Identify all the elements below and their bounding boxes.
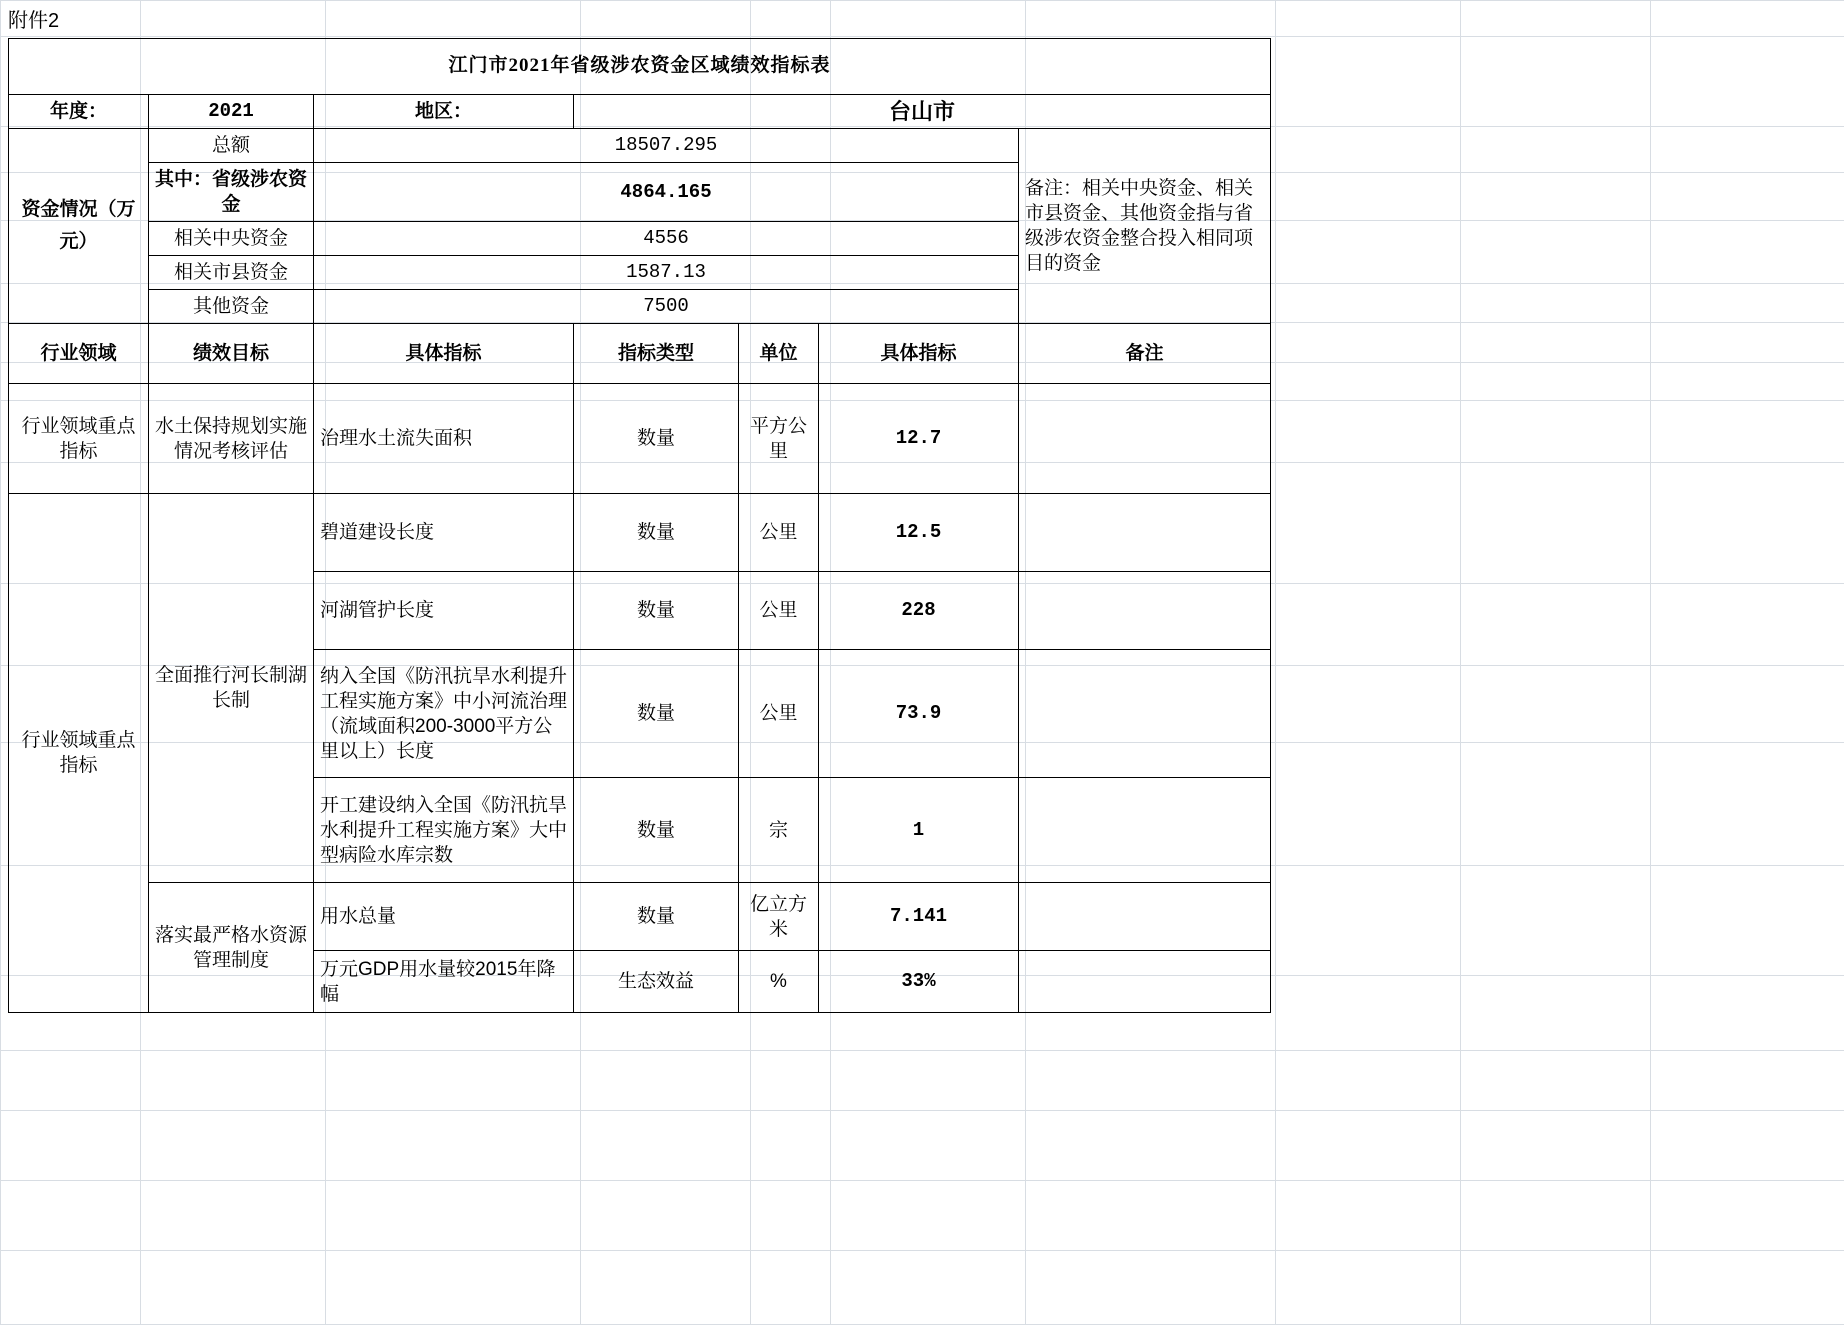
grid-row-line: [0, 1250, 1844, 1251]
funds-row-value: 4556: [314, 222, 1019, 256]
table-row: [9, 384, 1271, 494]
region-label: 地区：: [314, 95, 574, 129]
col-header-remark: 备注: [1019, 324, 1271, 384]
col-header-field: 行业领域: [9, 324, 149, 384]
cell-value: 33%: [819, 951, 1019, 1013]
cell-value: 73.9: [819, 650, 1019, 778]
cell-type: 数量: [574, 778, 739, 883]
grid-column-line: [1460, 0, 1461, 1324]
funds-row-label: 总额: [149, 129, 314, 163]
cell-remark: [1019, 572, 1271, 650]
cell-type: 生态效益: [574, 951, 739, 1013]
cell-remark: [1019, 384, 1271, 494]
cell-value: 228: [819, 572, 1019, 650]
page-title: 江门市2021年省级涉农资金区域绩效指标表: [9, 39, 1271, 95]
cell-type: 数量: [574, 494, 739, 572]
performance-indicator-table: [8, 38, 1271, 1013]
cell-field: 行业领域重点指标: [9, 494, 149, 1013]
funds-row-label: 相关市县资金: [149, 256, 314, 290]
cell-value: 12.5: [819, 494, 1019, 572]
funds-section-label: 资金情况（万元）: [9, 129, 149, 324]
cell-indicator: 纳入全国《防汛抗旱水利提升工程实施方案》中小河流治理（流域面积200-3000平方公里以上）长度: [314, 650, 574, 778]
grid-row-line: [0, 1110, 1844, 1111]
funds-row-label: 相关中央资金: [149, 222, 314, 256]
grid-row-line: [0, 1050, 1844, 1051]
grid-column-line: [1275, 0, 1276, 1324]
col-header-value: 具体指标: [819, 324, 1019, 384]
funds-row-value: 4864.165: [314, 163, 1019, 222]
col-header-type: 指标类型: [574, 324, 739, 384]
cell-remark: [1019, 778, 1271, 883]
cell-remark: [1019, 883, 1271, 951]
funds-row-value: 7500: [314, 290, 1019, 324]
cell-goal: 全面推行河长制湖长制: [149, 494, 314, 883]
cell-type: 数量: [574, 650, 739, 778]
year-label: 年度：: [9, 95, 149, 129]
cell-unit: %: [739, 951, 819, 1013]
funds-row-label: 其中：省级涉农资金: [149, 163, 314, 222]
cell-value: 12.7: [819, 384, 1019, 494]
cell-indicator: 河湖管护长度: [314, 572, 574, 650]
region-value: 台山市: [574, 95, 1271, 129]
cell-unit: 亿立方米: [739, 883, 819, 951]
cell-indicator: 碧道建设长度: [314, 494, 574, 572]
cell-value: 7.141: [819, 883, 1019, 951]
table-row: [9, 883, 1271, 951]
cell-type: 数量: [574, 883, 739, 951]
col-header-goal: 绩效目标: [149, 324, 314, 384]
cell-indicator: 开工建设纳入全国《防汛抗旱水利提升工程实施方案》大中型病险水库宗数: [314, 778, 574, 883]
cell-value: 1: [819, 778, 1019, 883]
cell-remark: [1019, 951, 1271, 1013]
cell-remark: [1019, 494, 1271, 572]
grid-row-line: [0, 0, 1844, 1]
cell-type: 数量: [574, 572, 739, 650]
funds-row-value: 18507.295: [314, 129, 1019, 163]
cell-remark: [1019, 650, 1271, 778]
grid-row-line: [0, 36, 1844, 37]
grid-row-line: [0, 1180, 1844, 1181]
attachment-label: 附件2: [8, 10, 60, 32]
cell-unit: 公里: [739, 572, 819, 650]
funds-row-label: 其他资金: [149, 290, 314, 324]
funds-note: 备注：相关中央资金、相关市县资金、其他资金指与省级涉农资金整合投入相同项目的资金: [1019, 129, 1271, 324]
year-value: 2021: [149, 95, 314, 129]
grid-column-line: [0, 0, 1, 1324]
cell-field: 行业领域重点指标: [9, 384, 149, 494]
cell-unit: 宗: [739, 778, 819, 883]
funds-row-value: 1587.13: [314, 256, 1019, 290]
table-row: [9, 494, 1271, 572]
cell-goal: 落实最严格水资源管理制度: [149, 883, 314, 1013]
cell-unit: 公里: [739, 650, 819, 778]
cell-unit: 平方公里: [739, 384, 819, 494]
cell-unit: 公里: [739, 494, 819, 572]
cell-indicator: 用水总量: [314, 883, 574, 951]
cell-type: 数量: [574, 384, 739, 494]
col-header-indicator: 具体指标: [314, 324, 574, 384]
col-header-unit: 单位: [739, 324, 819, 384]
cell-indicator: 万元GDP用水量较2015年降幅: [314, 951, 574, 1013]
grid-column-line: [1650, 0, 1651, 1324]
cell-indicator: 治理水土流失面积: [314, 384, 574, 494]
cell-goal: 水土保持规划实施情况考核评估: [149, 384, 314, 494]
